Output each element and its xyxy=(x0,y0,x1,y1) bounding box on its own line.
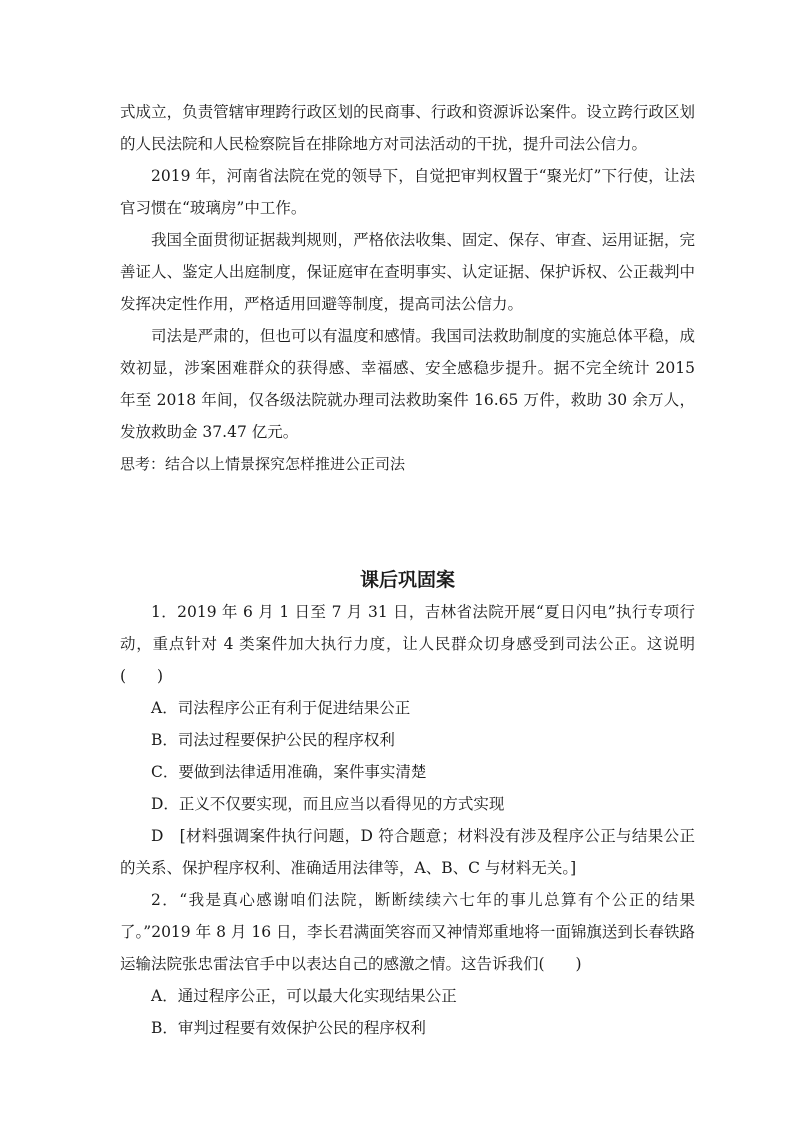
question-1-option-a: A．司法程序公正有利于促进结果公正 xyxy=(151,699,411,717)
document-content xyxy=(120,96,695,1044)
passage-paragraph-1: 式成立，负责管辖审理跨行政区划的民商事、行政和资源诉讼案件。设立跨行政区划的人民法院和人民检察院旨在排除地方对司法活动的干扰，提升司法公信力。 xyxy=(120,103,695,153)
section-title: 课后巩固案 xyxy=(359,569,455,591)
question-1-option-d: D．正义不仅要实现，而且应当以看得见的方式实现 xyxy=(151,795,505,813)
passage-paragraph-3: 我国全面贯彻证据裁判规则，严格依法收集、固定、保存、审查、运用证据，完善证人、鉴定人出庭制度，保证庭审在查明事实、认定证据、保护诉权、公正裁判中发挥决定性作用，严格适用回避等制度，提高司法公信力。 xyxy=(120,231,695,313)
question-1-option-c: C．要做到法律适用准确，案件事实清楚 xyxy=(151,763,427,781)
passage-paragraph-2: 2019 年，河南省法院在党的领导下，自觉把审判权置于“聚光灯”下行使，让法官习惯在“玻璃房”中工作。 xyxy=(120,167,695,217)
question-1-stem: 1．2019 年 6 月 1 日至 7 月 31 日，吉林省法院开展“夏日闪电”执行专项行动，重点针对 4 类案件加大执行力度，让人民群众切身感受到司法公正。这说明( ) xyxy=(120,603,695,685)
question-1-answer: D [材料强调案件执行问题，D 符合题意；材料没有涉及程序公正与结果公正的关系、保护程序权利、准确适用法律等，A、B、C 与材料无关。] xyxy=(120,827,695,877)
question-1-option-b: B．司法过程要保护公民的程序权利 xyxy=(151,731,395,749)
think-prompt: 思考：结合以上情景探究怎样推进公正司法 xyxy=(120,455,406,473)
question-2-stem: 2．“我是真心感谢咱们法院，断断续续六七年的事儿总算有个公正的结果了。”2019 年 8 月 16 日，李长君满面笑容而又神情郑重地将一面锦旗送到长春铁路运输法院张忠雷法官手中以表达自己的感激之情。这告诉我们( ) xyxy=(120,891,695,973)
question-2-option-a: A．通过程序公正，可以最大化实现结果公正 xyxy=(151,987,457,1005)
question-2-option-b: B．审判过程要有效保护公民的程序权利 xyxy=(151,1019,426,1037)
passage-paragraph-4: 司法是严肃的，但也可以有温度和感情。我国司法救助制度的实施总体平稳，成效初显，涉案困难群众的获得感、幸福感、安全感稳步提升。据不完全统计 2015 年至 2018 年间，仅各级法院就办理司法救助案件 16.65 万件，救助 30 余万人，发放救助金 37.47 亿元。 xyxy=(120,327,695,441)
